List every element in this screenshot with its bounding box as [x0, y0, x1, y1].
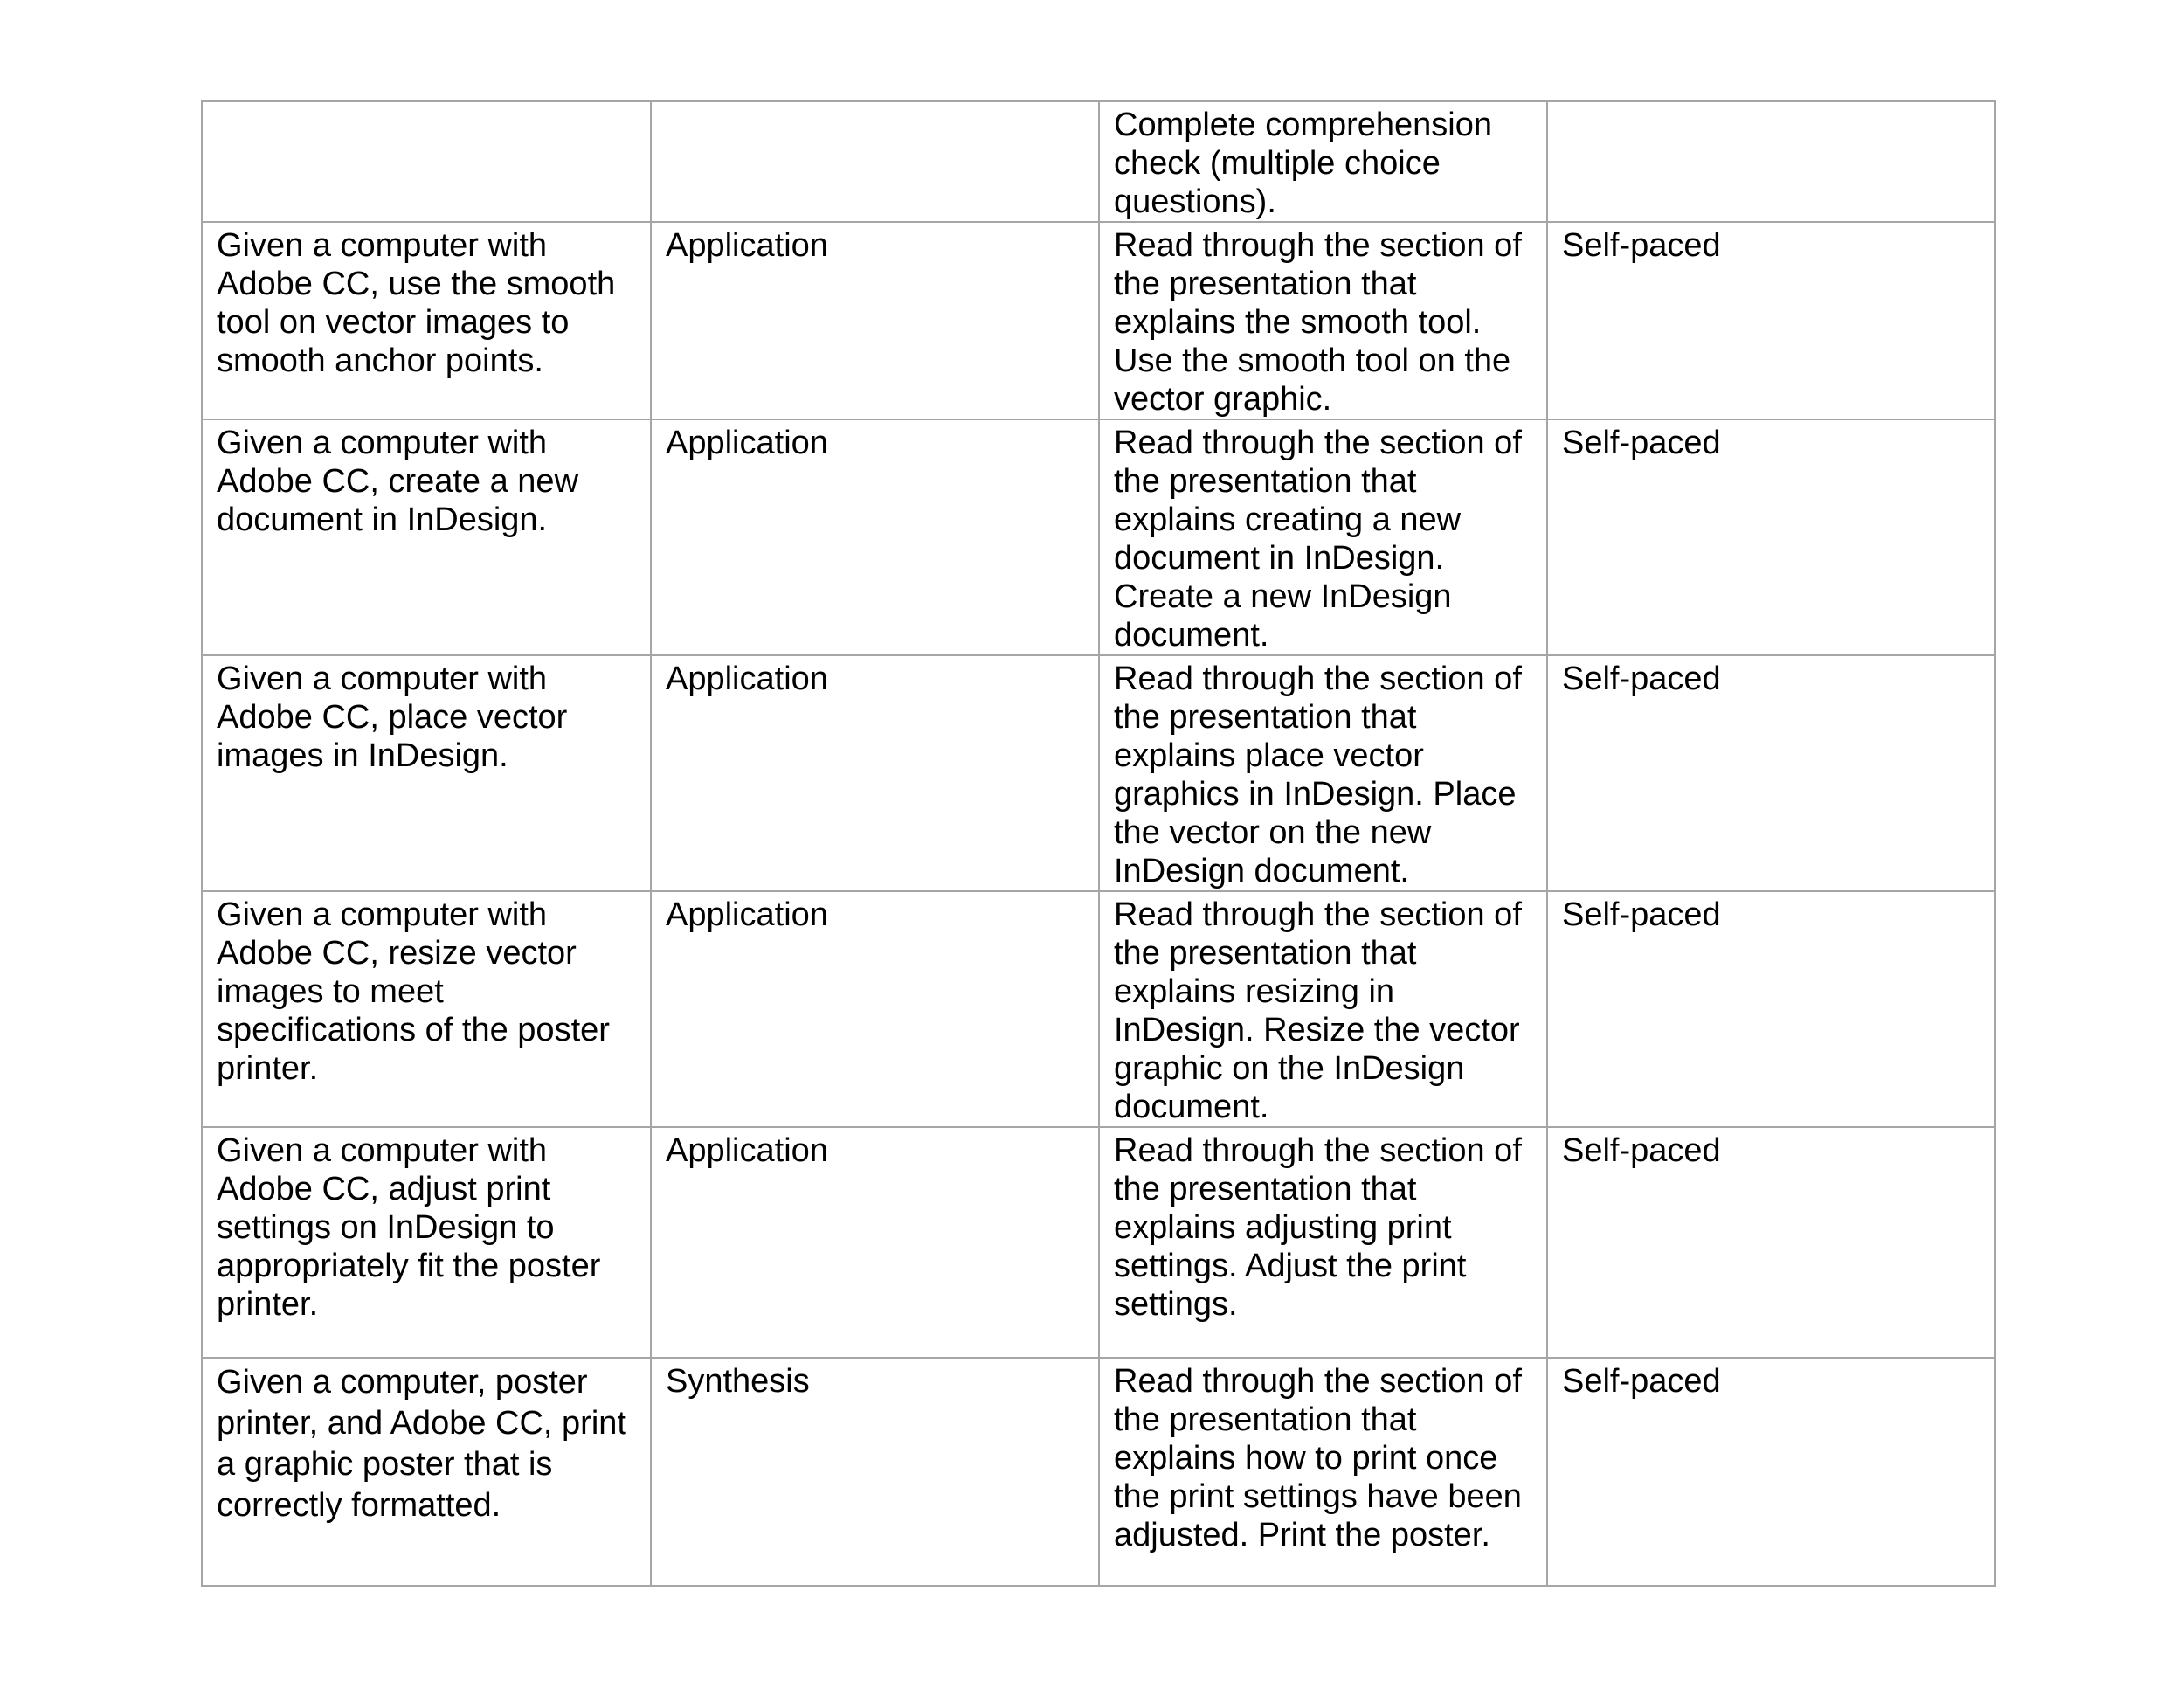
objective-cell — [202, 101, 651, 222]
table-row — [202, 419, 1995, 655]
level-cell: Application — [651, 1127, 1099, 1358]
activity-cell: Read through the section of the presentation that explains the smooth tool. Use the smooth tool on the vector graphic. — [1099, 222, 1547, 419]
level-cell: Application — [651, 222, 1099, 419]
objective-cell: Given a computer, poster printer, and Adobe CC, print a graphic poster that is correctly formatted. — [202, 1358, 651, 1586]
objective-cell: Given a computer with Adobe CC, resize vector images to meet specifications of the poster printer. — [202, 891, 651, 1127]
table-row — [202, 101, 1995, 222]
activity-cell: Read through the section of the presentation that explains creating a new document in InDesign. Create a new InDesign document. — [1099, 419, 1547, 655]
objective-cell: Given a computer with Adobe CC, adjust print settings on InDesign to appropriately fit the poster printer. — [202, 1127, 651, 1358]
pacing-cell: Self-paced — [1547, 419, 1995, 655]
objective-cell: Given a computer with Adobe CC, place vector images in InDesign. — [202, 655, 651, 891]
pacing-cell: Self-paced — [1547, 655, 1995, 891]
pacing-cell: Self-paced — [1547, 891, 1995, 1127]
objective-cell: Given a computer with Adobe CC, create a new document in InDesign. — [202, 419, 651, 655]
level-cell: Application — [651, 419, 1099, 655]
pacing-cell — [1547, 101, 1995, 222]
activity-cell: Read through the section of the presentation that explains resizing in InDesign. Resize the vector graphic on the InDesign document. — [1099, 891, 1547, 1127]
pacing-cell: Self-paced — [1547, 222, 1995, 419]
pacing-cell: Self-paced — [1547, 1127, 1995, 1358]
table-row — [202, 1127, 1995, 1358]
table-row — [202, 891, 1995, 1127]
level-cell: Application — [651, 655, 1099, 891]
table-row — [202, 1358, 1995, 1586]
activity-cell: Read through the section of the presentation that explains place vector graphics in InDesign. Place the vector on the new InDesign document. — [1099, 655, 1547, 891]
level-cell — [651, 101, 1099, 222]
level-cell: Synthesis — [651, 1358, 1099, 1586]
level-cell: Application — [651, 891, 1099, 1127]
objective-cell: Given a computer with Adobe CC, use the smooth tool on vector images to smooth anchor points. — [202, 222, 651, 419]
activity-cell: Read through the section of the presentation that explains adjusting print settings. Adjust the print settings. — [1099, 1127, 1547, 1358]
activity-cell: Complete comprehension check (multiple choice questions). — [1099, 101, 1547, 222]
objectives-table — [201, 100, 1996, 1587]
activity-cell: Read through the section of the presentation that explains how to print once the print settings have been adjusted. Print the poster. — [1099, 1358, 1547, 1586]
table-row — [202, 655, 1995, 891]
table-row — [202, 222, 1995, 419]
pacing-cell: Self-paced — [1547, 1358, 1995, 1586]
